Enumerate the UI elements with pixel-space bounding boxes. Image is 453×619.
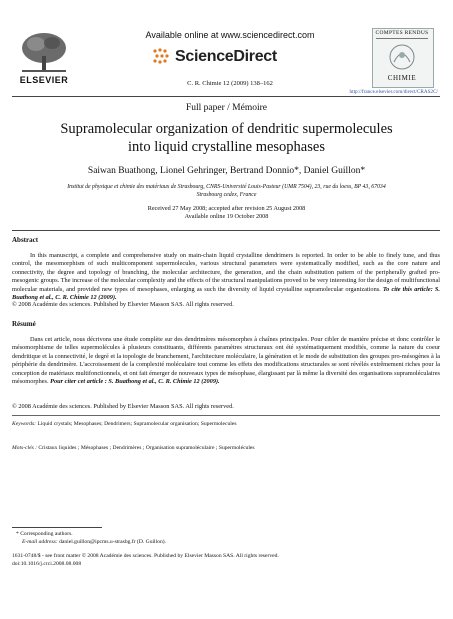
abstract-citation: To cite this article: S. Buathong et al., C. R. Chimie 12 (2009). <box>12 285 440 302</box>
resume-heading: Résumé <box>12 320 36 328</box>
affiliation-line-2: Strasbourg cedex, France <box>196 192 257 198</box>
journal-reference: C. R. Chimie 12 (2009) 138–162 <box>187 80 273 87</box>
abstract-copyright: © 2008 Académie des sciences. Published by Elsevier Masson SAS. All rights reserved. <box>12 301 234 308</box>
email-link[interactable]: daniel.guillon@ipcms.u-strasbg.fr (D. Guillon). <box>59 539 167 545</box>
keywords-divider <box>12 415 440 416</box>
mots-cles-line <box>12 445 440 451</box>
journal-cover-rule <box>376 38 428 39</box>
journal-url-link[interactable]: http://france.elsevier.com/direct/CRAS2C/ <box>349 89 438 95</box>
paper-type: Full paper / Mémoire <box>186 103 267 113</box>
available-online-date: Available online 19 October 2008 <box>184 213 269 220</box>
elsevier-tree-logo <box>14 30 74 74</box>
keywords-text: Liquid crystals; Mesophases; Dendrimers; Supramolecular organisation; Supermolecules <box>37 421 237 427</box>
resume-citation: Pour citer cet article : S. Buathong et al., C. R. Chimie 12 (2009). <box>50 378 220 386</box>
affiliation-line-1: Institut de physique et chimie des matériaux de Strasbourg, CNRS-Université Louis-Pasteur (UMR 7504), 23, rue du loess, BP 43, 67034 <box>67 184 386 190</box>
mots-cles-text: Cristaux liquides ; Mésophases ; Dendrimères ; Organisation supramoléculaire ; Supermolécules <box>38 445 255 451</box>
resume-paragraph <box>12 336 440 386</box>
email-label: E-mail address: <box>22 539 58 545</box>
corresponding-authors-note: * Corresponding authors. <box>16 531 73 537</box>
keywords-line <box>12 421 440 427</box>
doi-link[interactable]: doi:10.1016/j.crci.2008.08.008 <box>12 561 82 567</box>
header-divider <box>12 96 440 97</box>
article-title-line-1: Supramolecular organization of dendritic supermolecules <box>60 121 393 137</box>
resume-copyright: © 2008 Académie des sciences. Published by Elsevier Masson SAS. All rights reserved. <box>12 403 234 410</box>
abstract-body: In this manuscript, a complete and comprehensive study on main-chain liquid crystalline dendrimers is reported. In order to be able to finely tune, and thus control, the mesomorphism of such multicomponent supermolecules, various structural parameters were systematically modified, such as the core nature and connectivity, the degree and topology of branching, the molecular architecture, the generation, and the chain substitution pattern of the peripherally grafted pro-mesogenic groups. The increase of the molecular complexity and the effects of the structural manipulations proved to be very interesting for the design of multifunctional molecular materials, and provided new types of mesophases, enlarging as such the diversity of liquid crystalline supramolecular organizations. <box>12 252 440 293</box>
footnote-rule <box>12 527 102 528</box>
received-dates: Received 27 May 2008; accepted after revision 25 August 2008 <box>147 205 306 212</box>
email-note <box>22 539 442 545</box>
abstract-divider <box>12 230 440 231</box>
sciencedirect-dots-icon <box>151 47 171 65</box>
article-title-line-2: into liquid crystalline mesophases <box>128 139 325 155</box>
abstract-heading: Abstract <box>12 236 39 244</box>
sciencedirect-logo-text: ScienceDirect <box>175 48 277 65</box>
journal-cover-subtitle: CHIMIE <box>387 74 417 82</box>
journal-cover-title: COMPTES RENDUS <box>375 30 429 36</box>
resume-body: Dans cet article, nous décrivons une étude complète sur des dendrimères mésomorphes à chaînes principales. Pour cibler de manière précise et donc contrôler le mésomorphisme de telles supermolécules à plusieurs constituants, différents paramètres structuraux ont été systématiquement modifiés, comme la nature du coeur dendritique et la connectivité, le degré et la topologie de branchement, l'architecture moléculaire, la génération et le mode de substitution des groupes pro-mésogènes à la périphérie du dendrimère. L'accroissement de la complexité moléculaire tout comme les effets des modifications structurales se sont révélés extrêmement riches pour la conception de matériaux multifonctionnels, et ont fait émerger de nouveaux types de mésophase, élargissant par là même la diversité des organisations supramoléculaires mésomorphes. <box>12 336 440 386</box>
journal-cover-emblem-icon <box>386 42 418 72</box>
publisher-name: ELSEVIER <box>19 75 69 85</box>
article-authors: Saiwan Buathong, Lionel Gehringer, Bertrand Donnio*, Daniel Guillon* <box>87 166 366 176</box>
abstract-paragraph <box>12 252 440 302</box>
available-online-text: Available online at www.sciencedirect.com <box>145 30 315 40</box>
keywords-label: Keywords: <box>12 421 37 427</box>
mots-cles-label: Mots-clés : <box>12 445 38 451</box>
issn-line: 1631-0748/$ - see front matter © 2008 Académie des sciences. Published by Elsevier Masson SAS. All rights reserved. <box>12 553 279 559</box>
